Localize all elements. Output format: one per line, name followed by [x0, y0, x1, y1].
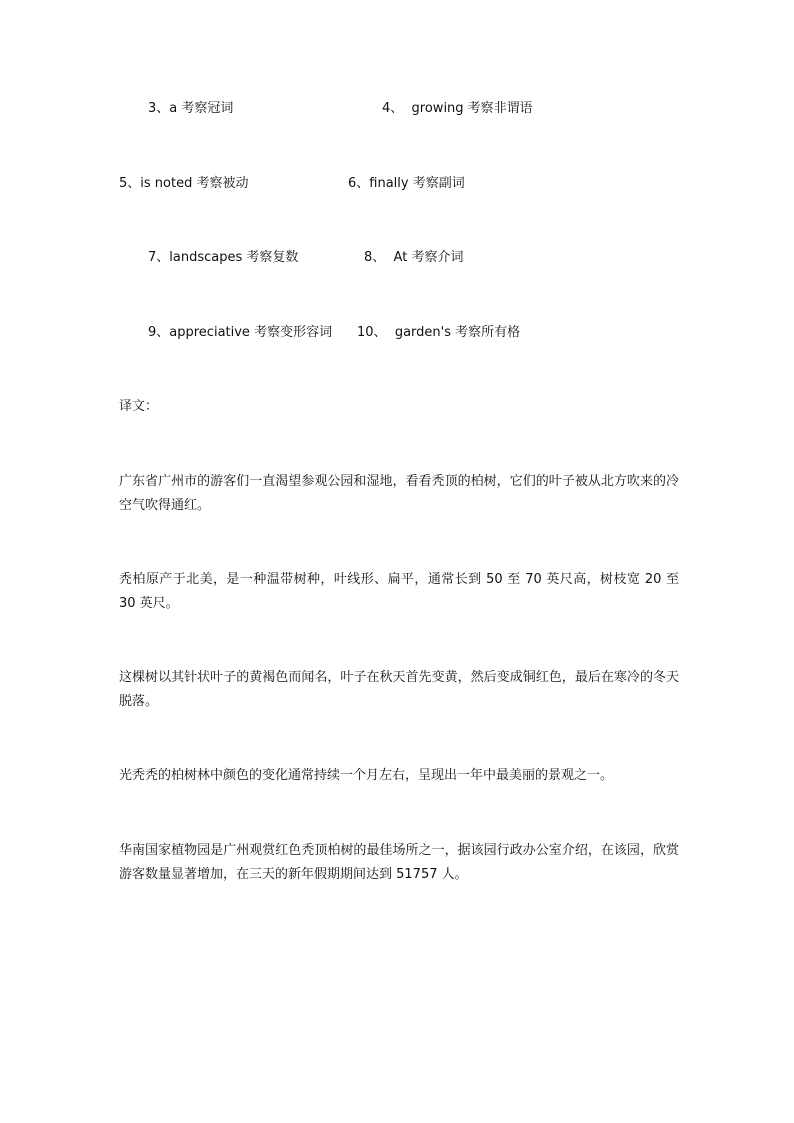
answer-item-3 — [148, 101, 233, 117]
answer-item-9 — [148, 325, 332, 341]
answer-number: 6、 — [348, 176, 370, 191]
answer-item-4 — [382, 101, 533, 117]
answer-number: 3、 — [148, 101, 170, 116]
answer-number: 5、 — [119, 176, 141, 191]
answer-text: garden's 考察所有格 — [394, 325, 521, 340]
answer-text: At 考察介词 — [393, 250, 464, 265]
translation-paragraph-4: 光秃秃的柏树林中颜色的变化通常持续一个月左右，呈现出一年中最美丽的景观之一。 — [119, 768, 614, 783]
answer-text: appreciative 考察变形容词 — [169, 325, 333, 340]
answer-text: a 考察冠词 — [169, 101, 234, 116]
translation-paragraph-2: 秃柏原产于北美，是一种温带树种，叶线形、扁平，通常长到 50 至 70 英尺高，树枝宽 20 至 30 英尺。 — [119, 572, 679, 611]
answer-text: is noted 考察被动 — [140, 176, 249, 191]
answer-number: 9、 — [148, 325, 170, 340]
translation-paragraph-1: 广东省广州市的游客们一直渴望参观公园和湿地，看看秃顶的柏树，它们的叶子被从北方吹来的冷空气吹得通红。 — [119, 474, 679, 513]
translation-heading: 译文： — [119, 399, 159, 414]
answer-item-7 — [148, 250, 298, 266]
answer-text: growing 考察非谓语 — [411, 101, 533, 116]
answer-item-6 — [348, 176, 465, 192]
translation-paragraph-3: 这棵树以其针状叶子的黄褐色而闻名，叶子在秋天首先变黄，然后变成铜红色，最后在寒冷的冬天脱落。 — [119, 670, 679, 709]
answer-number: 4、 — [382, 101, 404, 116]
translation-paragraph-5: 华南国家植物园是广州观赏红色秃顶柏树的最佳场所之一，据该园行政办公室介绍，在该园，欣赏游客数量显著增加，在三天的新年假期期间达到 51757 人。 — [119, 843, 679, 882]
answer-text: landscapes 考察复数 — [169, 250, 299, 265]
answer-number: 7、 — [148, 250, 170, 265]
answer-item-8 — [364, 250, 463, 266]
answer-item-5 — [119, 176, 248, 192]
answer-text: finally 考察副词 — [369, 176, 465, 191]
answer-number: 10、 — [357, 325, 387, 340]
answer-item-10 — [357, 325, 520, 341]
answer-number: 8、 — [364, 250, 386, 265]
